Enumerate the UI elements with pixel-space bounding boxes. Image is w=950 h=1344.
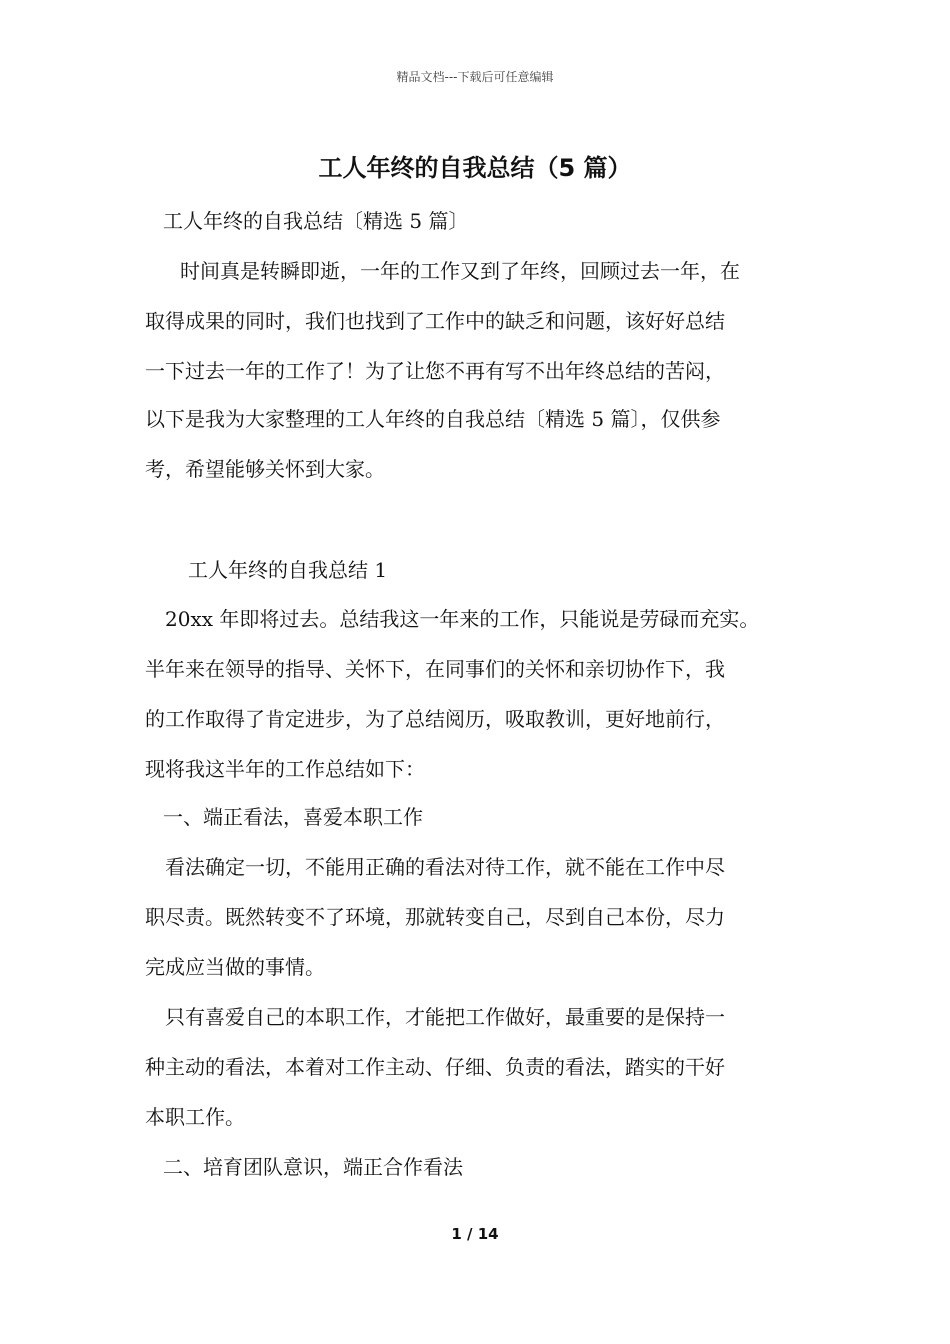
subtitle-line: 工人年终的自我总结〔精选 5 篇〕 (163, 209, 469, 233)
page-indicator: 1 / 14 (451, 1225, 499, 1243)
paragraph-line: 现将我这半年的工作总结如下： (145, 757, 425, 781)
page-header: 精品文档---下载后可任意编辑 (396, 70, 554, 84)
paragraph-line: 一下过去一年的工作了！为了让您不再有写不出年终总结的苦闷， (145, 359, 725, 383)
subsection-heading: 二、培育团队意识，端正合作看法 (163, 1155, 463, 1179)
paragraph-line: 种主动的看法，本着对工作主动、仔细、负责的看法，踏实的干好 (145, 1055, 725, 1079)
paragraph-line: 本职工作。 (145, 1105, 245, 1129)
paragraph-line: 只有喜爱自己的本职工作，才能把工作做好，最重要的是保持一 (165, 1005, 725, 1029)
paragraph-line: 取得成果的同时，我们也找到了工作中的缺乏和问题，该好好总结 (145, 309, 725, 333)
paragraph-line: 完成应当做的事情。 (145, 955, 325, 979)
subsection-heading: 一、端正看法，喜爱本职工作 (163, 805, 423, 829)
section-heading: 工人年终的自我总结 1 (188, 558, 388, 582)
paragraph-line: 看法确定一切，不能用正确的看法对待工作，就不能在工作中尽 (165, 855, 725, 879)
paragraph-line: 时间真是转瞬即逝，一年的工作又到了年终，回顾过去一年，在 (180, 259, 740, 283)
paragraph-line: 20xx 年即将过去。总结我这一年来的工作，只能说是劳碌而充实。 (165, 607, 760, 631)
paragraph-line: 以下是我为大家整理的工人年终的自我总结〔精选 5 篇〕，仅供参 (145, 407, 721, 431)
paragraph-line: 的工作取得了肯定进步，为了总结阅历，吸取教训，更好地前行， (145, 707, 725, 731)
paragraph-line: 职尽责。既然转变不了环境，那就转变自己，尽到自己本份，尽力 (145, 905, 725, 929)
document-title: 工人年终的自我总结（5 篇） (318, 154, 632, 182)
paragraph-line: 半年来在领导的指导、关怀下，在同事们的关怀和亲切协作下，我 (145, 657, 725, 681)
paragraph-line: 考，希望能够关怀到大家。 (145, 457, 385, 481)
